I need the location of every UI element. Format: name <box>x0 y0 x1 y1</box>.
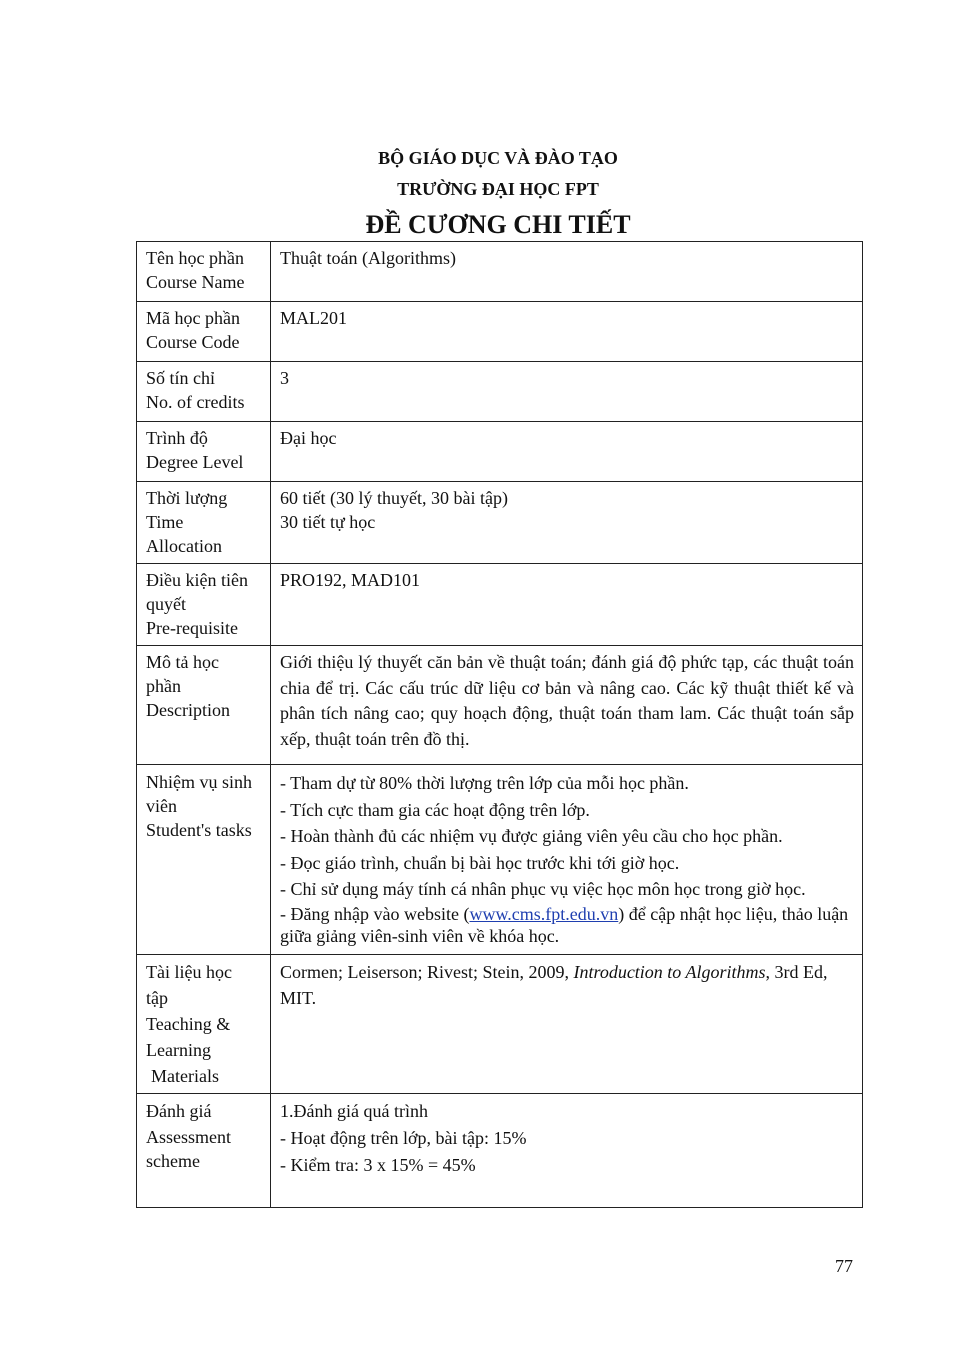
label-vi-line2: phần <box>146 676 181 696</box>
label-vi-line1: Điều kiện tiên <box>146 570 248 590</box>
time-line2: 30 tiết tự học <box>280 512 376 532</box>
task-item: - Tích cực tham gia các hoạt động trên lớp. <box>280 799 590 820</box>
row-description <box>137 646 863 765</box>
value-cell <box>271 646 863 765</box>
row-student-tasks <box>137 765 863 955</box>
label-cell <box>137 955 271 1094</box>
value-cell <box>271 362 863 422</box>
assessment-item: 1.Đánh giá quá trình <box>280 1101 428 1121</box>
assessment-item: - Kiểm tra: 3 x 15% = 45% <box>280 1155 476 1175</box>
label-vi: Số tín chỉ <box>146 368 216 388</box>
description-value: Giới thiệu lý thuyết căn bản về thuật toán; đánh giá độ phức tạp, các thuật toán chia để trị. Các cấu trúc dữ liệu cơ bản và nâng cao. Các kỹ thuật thiết kế và phân tích nâng cao; quy hoạch động, thuật toán tham lam. Các thuật toán sắp xếp, thuật toán trên đồ thị. <box>280 652 854 749</box>
value-cell <box>271 1094 863 1208</box>
university-heading: TRƯỜNG ĐẠI HỌC FPT <box>397 179 599 199</box>
label-cell <box>137 765 271 955</box>
label-en: Course Name <box>146 272 245 292</box>
row-course-name <box>137 242 863 302</box>
label-vi-line1: Nhiệm vụ sinh <box>146 772 252 792</box>
row-credits <box>137 362 863 422</box>
label-vi: Trình độ <box>146 428 208 448</box>
label-vi: Tên học phần <box>146 248 244 268</box>
document-title: ĐỀ CƯƠNG CHI TIẾT <box>365 210 631 239</box>
label-vi: Đánh giá <box>146 1101 212 1121</box>
task-item: - Hoàn thành đủ các nhiệm vụ được giảng viên yêu cầu cho học phần. <box>280 826 783 846</box>
label-cell <box>137 482 271 564</box>
cms-website-link[interactable]: www.cms.fpt.edu.vn <box>469 903 619 924</box>
label-cell <box>137 646 271 765</box>
course-name-value: Thuật toán (Algorithms) <box>280 248 456 268</box>
task-item: - Chỉ sử dụng máy tính cá nhân phục vụ việc học môn học trong giờ học. <box>280 879 806 899</box>
materials-authors: Cormen; Leiserson; Rivest; Stein, 2009, <box>280 962 574 982</box>
label-cell <box>137 564 271 646</box>
value-cell <box>271 765 863 955</box>
label-cell <box>137 362 271 422</box>
row-course-code <box>137 302 863 362</box>
label-en: Pre-requisite <box>146 618 238 638</box>
label-en: No. of credits <box>146 392 245 412</box>
row-materials <box>137 955 863 1094</box>
label-vi: Mã học phần <box>146 308 240 328</box>
task-item: - Đọc giáo trình, chuẩn bị bài học trước khi tới giờ học. <box>280 852 680 873</box>
label-en-line1: Assessment <box>146 1127 231 1147</box>
value-cell <box>271 302 863 362</box>
row-time-allocation <box>137 482 863 564</box>
label-vi-line2: tập <box>146 988 168 1008</box>
value-cell <box>271 242 863 302</box>
assessment-item: - Hoạt động trên lớp, bài tập: 15% <box>280 1128 527 1148</box>
label-vi: Thời lượng <box>146 488 228 508</box>
value-cell <box>271 482 863 564</box>
materials-edition: , 3rd Ed, MIT. <box>280 962 828 1008</box>
label-en: Description <box>146 700 230 720</box>
label-cell <box>137 242 271 302</box>
materials-book-title: Introduction to Algorithms <box>573 962 766 982</box>
task-text: ) để cập nhật học liệu, thảo luận giữa giảng viên-sinh viên về khóa học. <box>280 903 849 946</box>
label-en: Degree Level <box>146 452 244 472</box>
label-vi-line1: Tài liệu học <box>146 962 232 982</box>
row-prerequisite <box>137 564 863 646</box>
degree-value: Đại học <box>280 428 337 448</box>
label-en-line3: Materials <box>151 1066 219 1086</box>
label-cell <box>137 422 271 482</box>
label-en-line1: Teaching & <box>146 1014 231 1034</box>
value-cell <box>271 564 863 646</box>
label-vi-line2: viên <box>146 796 177 816</box>
value-cell <box>271 422 863 482</box>
row-assessment <box>137 1094 863 1208</box>
prerequisite-value: PRO192, MAD101 <box>280 570 421 590</box>
label-cell <box>137 1094 271 1208</box>
ministry-heading: BỘ GIÁO DỤC VÀ ĐÀO TẠO <box>378 148 618 168</box>
label-en-line1: Time <box>146 512 184 532</box>
task-item: - Tham dự từ 80% thời lượng trên lớp của mỗi học phần. <box>280 773 689 793</box>
course-code-value: MAL201 <box>280 308 347 328</box>
page-number: 77 <box>835 1256 853 1276</box>
row-degree-level <box>137 422 863 482</box>
value-cell <box>271 955 863 1094</box>
task-text: - Đăng nhập vào website ( <box>280 903 470 924</box>
time-line1: 60 tiết (30 lý thuyết, 30 bài tập) <box>280 488 508 508</box>
label-vi-line2: quyết <box>146 594 186 614</box>
label-vi-line1: Mô tả học <box>146 652 219 672</box>
task-item-last <box>280 903 854 947</box>
label-en-line2: Allocation <box>146 536 222 556</box>
syllabus-table <box>136 241 863 1208</box>
label-en: Course Code <box>146 332 240 352</box>
label-en-line2: Learning <box>146 1040 211 1060</box>
credits-value: 3 <box>280 368 289 388</box>
label-en: Student's tasks <box>146 820 252 840</box>
label-cell <box>137 302 271 362</box>
label-en-line2: scheme <box>146 1151 200 1171</box>
